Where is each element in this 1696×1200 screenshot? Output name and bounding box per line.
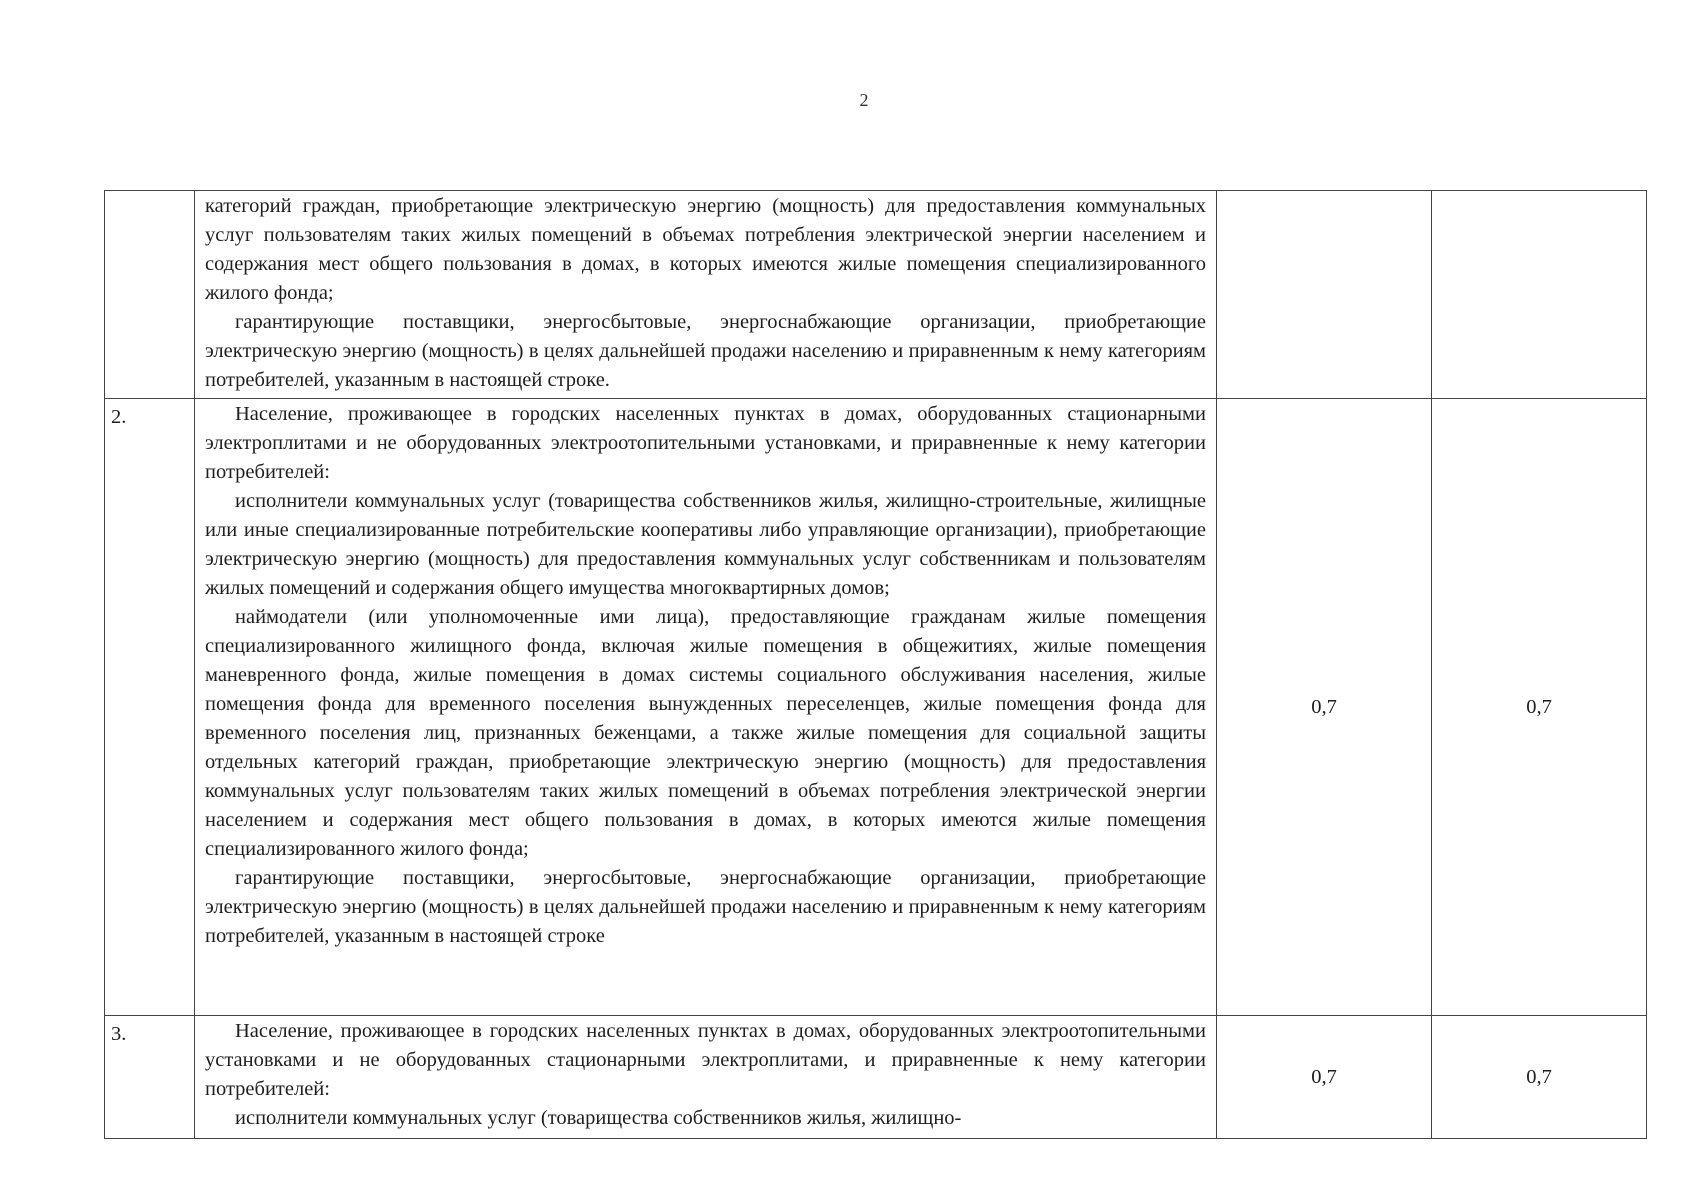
row-value-2: 0,7 xyxy=(1432,1016,1647,1139)
tariff-table xyxy=(104,190,1647,1139)
row-description xyxy=(195,399,1217,1016)
description-paragraph: Население, проживающее в городских населенных пунктах в домах, оборудованных стационарными электроплитами и не оборудованных электроотопительными установками, и приравненные к нему категории потребителей: xyxy=(205,403,1206,483)
table-row xyxy=(105,1016,1647,1139)
description-paragraph: категорий граждан, приобретающие электрическую энергию (мощность) для предоставления коммунальных услуг пользователям таких жилых помещений в объемах потребления электрической энергии населением и содержания мест общего пользования в домах, в которых имеются жилые помещения специализированного жилого фонда; xyxy=(205,195,1206,304)
description-paragraph: наймодатели (или уполномоченные ими лица), предоставляющие гражданам жилые помещения специализированного жилищного фонда, включая жилые помещения в общежитиях, жилые помещения маневренного фонда, жилые помещения в домах системы социального обслуживания населения, жилые помещения фонда для временного поселения вынужденных переселенцев, жилые помещения фонда для временного поселения лиц, признанных беженцами, а также жилые помещения для социальной защиты отдельных категорий граждан, приобретающие электрическую энергию (мощность) для предоставления коммунальных услуг пользователям таких жилых помещений в объемах потребления электрической энергии населением и содержания мест общего пользования в домах, в которых имеются жилые помещения специализированного жилого фонда; xyxy=(205,606,1206,860)
row-value-1 xyxy=(1217,191,1432,399)
row-value-1: 0,7 xyxy=(1217,399,1432,1016)
row-value-1: 0,7 xyxy=(1217,1016,1432,1139)
table-row xyxy=(105,191,1647,399)
description-paragraph: гарантирующие поставщики, энергосбытовые, энергоснабжающие организации, приобретающие электрическую энергию (мощность) в целях дальнейшей продажи населению и приравненным к нему категориям потребителей, указанным в настоящей строке xyxy=(205,867,1206,947)
row-number: 3. xyxy=(105,1016,195,1139)
row-description xyxy=(195,1016,1217,1139)
row-number: 2. xyxy=(105,399,195,1016)
description-paragraph: Население, проживающее в городских населенных пунктах в домах, оборудованных электроотопительными установками и не оборудованных стационарными электроплитами, и приравненные к нему категории потребителей: xyxy=(205,1020,1206,1100)
page-number: 2 xyxy=(859,90,869,110)
description-paragraph: исполнители коммунальных услуг (товарищества собственников жилья, жилищно- xyxy=(235,1107,962,1129)
description-paragraph: гарантирующие поставщики, энергосбытовые, энергоснабжающие организации, приобретающие электрическую энергию (мощность) в целях дальнейшей продажи населению и приравненным к нему категориям потребителей, указанным в настоящей строке. xyxy=(205,311,1206,391)
description-paragraph: исполнители коммунальных услуг (товарищества собственников жилья, жилищно-строительные, жилищные или иные специализированные потребительские кооперативы либо управляющие организации), приобретающие электрическую энергию (мощность) для предоставления коммунальных услуг собственникам и пользователям жилых помещений и содержания общего имущества многоквартирных домов; xyxy=(205,490,1206,599)
row-value-2: 0,7 xyxy=(1432,399,1647,1016)
row-value-2 xyxy=(1432,191,1647,399)
row-number xyxy=(105,191,195,399)
row-description xyxy=(195,191,1217,399)
table-row xyxy=(105,399,1647,1016)
